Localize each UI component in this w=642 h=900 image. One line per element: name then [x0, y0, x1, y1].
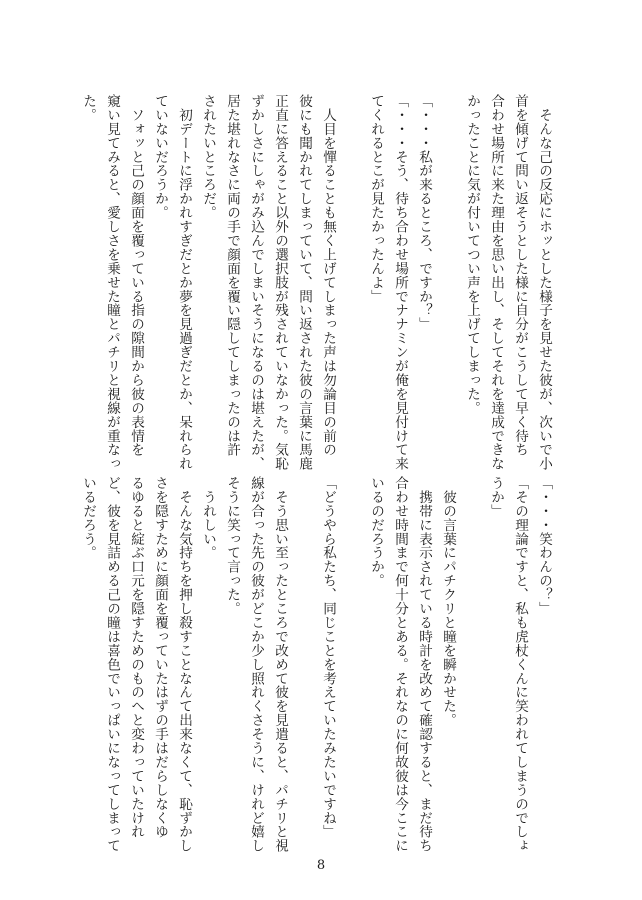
text-line: 「・・・笑わんの？」	[536, 476, 552, 616]
paragraph	[436, 94, 460, 466]
paragraph	[76, 94, 148, 471]
lower-text-block	[76, 476, 556, 853]
text-line: うか」	[488, 476, 504, 518]
paragraph	[196, 94, 340, 471]
text-line	[292, 476, 316, 848]
text-line: 窺い見てみると、愛しさを乗せた瞳とパチリと視線が重なっ	[104, 94, 120, 471]
text-line	[340, 94, 364, 466]
page-number: 8	[316, 858, 326, 873]
text-line: 彼の言葉にパチクリと瞳を瞬かせた。	[440, 476, 456, 728]
text-line: そうに笑って言った。	[224, 476, 240, 616]
text-line: ていないだろうか。	[152, 94, 168, 220]
text-line: た。	[80, 94, 96, 122]
text-line: そんな己の反応にホッとした様子を見せた彼が、次いで小	[536, 94, 552, 471]
paragraph	[220, 476, 292, 853]
paragraph	[340, 476, 364, 848]
text-line: てくれるとこが見たかったんよ」	[368, 94, 384, 304]
text-line: 人目を憚ることも無く上げてしまった声は勿論目の前の	[320, 94, 336, 457]
text-line: さを隠すために顔面を覆っていたはずの手はだらしなくゆ	[152, 476, 168, 839]
text-line: そう思い至ったところで改めて彼を見遣ると、パチリと視	[272, 476, 288, 853]
text-line: 「・・・そう、待ち合わせ場所でナナミンが俺を見付けて来	[392, 94, 408, 471]
text-line: 線が合った先の彼がどこか少し照れくさそうに、けれど嬉し	[248, 476, 264, 853]
text-line: いるのだろうか。	[368, 476, 384, 588]
paragraph	[76, 476, 220, 853]
paragraph	[316, 476, 340, 848]
text-line: 首を傾げて問い返そうとした様に自分がこうして早く待ち	[512, 94, 528, 457]
text-line: 正直に答えること以外の選択肢が残されていなかった。気恥	[272, 94, 288, 471]
paragraph	[340, 94, 364, 466]
text-line: るゆると綻ぶ口元を隠すためのものへと変わっていたけれ	[128, 476, 144, 839]
text-line: ソォッと己の顔面を覆っている指の隙間から彼の表情を	[128, 94, 144, 457]
text-line: されたいところだ。	[200, 94, 216, 220]
text-line: 合わせ場所に来た理由を思い出し、そしてそれを達成できな	[488, 94, 504, 471]
text-line: 彼にも聞かれてしまっていて、問い返された彼の言葉に馬鹿	[296, 94, 312, 471]
text-line	[436, 94, 460, 466]
text-line: 「どうやら私たち、同じことを考えていたみたいですね」	[320, 476, 336, 839]
text-line: 初デートに浮かれすぎだとか夢を見過ぎだとか、呆れられ	[176, 94, 192, 471]
text-line: 携帯に表示されている時計を改めて確認すると、まだ待ち	[416, 476, 432, 853]
paragraph	[364, 476, 460, 853]
paragraph	[484, 476, 556, 853]
paragraph	[148, 94, 196, 471]
paragraph	[460, 94, 556, 471]
text-line: ど、彼を見詰める己の瞳は喜色でいっぱいになってしまって	[104, 476, 120, 853]
paragraph	[460, 476, 484, 848]
upper-text-block	[76, 94, 556, 471]
text-line: ずかしさにしゃがみ込んでしまいそうになるのは堪えたが、	[248, 94, 264, 471]
text-line: 居た堪れなさに両の手で顔面を覆い隠してしまったのは許	[224, 94, 240, 457]
text-line	[340, 476, 364, 848]
text-line: 「・・・私が来るところ、ですか？」	[416, 94, 432, 332]
text-line	[460, 476, 484, 848]
text-line: いるだろう。	[80, 476, 96, 560]
text-line: かったことに気が付いてつい声を上げてしまった。	[464, 94, 480, 415]
text-line: そんな気持ちを押し殺すことなんて出来なくて、恥ずかし	[176, 476, 192, 853]
text-line: 合わせ時間まで何十分とある。それなのに何故彼は今ここに	[392, 476, 408, 853]
text-line: 「その理論ですと、私も虎杖くんに笑われてしまうのでしょ	[512, 476, 528, 853]
text-line: うれしい。	[200, 476, 216, 560]
paragraph	[292, 476, 316, 848]
paragraph	[364, 94, 436, 471]
